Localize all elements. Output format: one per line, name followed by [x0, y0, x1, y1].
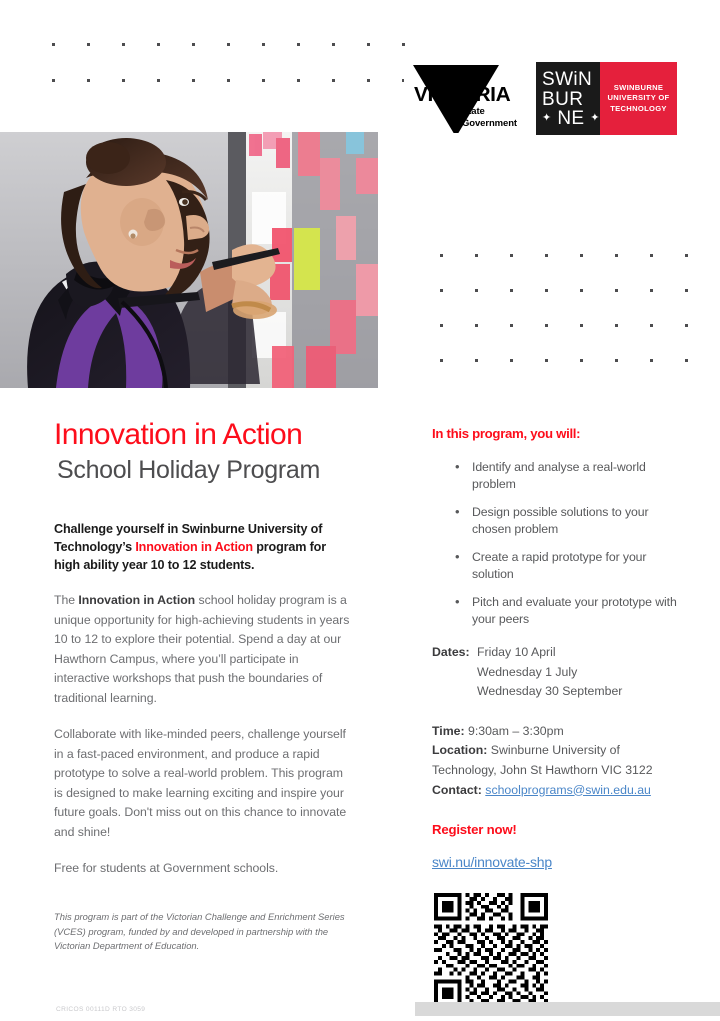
victoria-sublabel	[462, 106, 517, 129]
hero-photo	[0, 132, 378, 388]
swinburne-university-logo	[536, 62, 677, 135]
dot	[440, 289, 443, 292]
list-item-label: Pitch and evaluate your prototype with your peers	[472, 595, 677, 626]
page-subtitle: School Holiday Program	[57, 456, 320, 484]
dot	[615, 324, 618, 327]
list-item-label: Identify and analyse a real-world problem	[472, 460, 646, 491]
dot	[650, 289, 653, 292]
dot	[332, 79, 335, 82]
time-value: 9:30am – 3:30pm	[464, 723, 564, 738]
swinburne-wordmark-line1: SWiN	[542, 69, 593, 90]
qr-code[interactable]	[432, 893, 550, 1007]
contact-row	[432, 781, 684, 801]
victoria-sublabel-line1: State	[462, 106, 485, 117]
time-row	[432, 722, 684, 742]
dot	[580, 254, 583, 257]
dot	[615, 254, 618, 257]
lede-highlight: Innovation in Action	[135, 539, 253, 554]
dot	[650, 359, 653, 362]
swinburne-tagline-line3: TECHNOLOGY	[610, 103, 667, 113]
victoria-sublabel-line2: Government	[462, 117, 517, 129]
dot	[157, 43, 160, 46]
dot	[545, 289, 548, 292]
dot	[262, 43, 265, 46]
dot	[262, 79, 265, 82]
dot	[475, 254, 478, 257]
dot	[157, 79, 160, 82]
dot	[510, 289, 513, 292]
location-value: Swinburne University of Technology, John St Hawthorn VIC 3122	[432, 743, 653, 777]
star-icon: ✦	[542, 112, 552, 124]
dot	[545, 359, 548, 362]
dot	[650, 254, 653, 257]
decorative-dot-grid-top-left	[36, 26, 421, 98]
dot	[367, 43, 370, 46]
location-label: Location:	[432, 743, 488, 758]
dot	[510, 324, 513, 327]
body-paragraph-1-post: school holiday program is a unique opportunity for high-achieving students in years 10 to 12 to explore their potential. Spend a day at our Hawthorn Campus, where you’ll participate in interactive workshops that push the boundaries of traditional learning.	[54, 593, 350, 705]
dot	[192, 43, 195, 46]
list-item	[432, 549, 684, 582]
swinburne-tagline-block	[600, 62, 677, 135]
lede-part1: Challenge yourself in Swinburne University of Technology’s	[54, 522, 323, 554]
body-paragraph-1-pre: The	[54, 593, 79, 608]
dot	[297, 43, 300, 46]
contact-email-link[interactable]: schoolprograms@swin.edu.au	[485, 782, 651, 797]
dot	[650, 324, 653, 327]
list-item	[432, 459, 684, 492]
dot	[440, 324, 443, 327]
dot	[332, 43, 335, 46]
dot	[87, 79, 90, 82]
date-item: Wednesday 1 July	[477, 664, 578, 679]
body-paragraph-2: Collaborate with like-minded peers, challenge yourself in a fast-paced environment, and produce a rapid prototype to solve a real-world problem. This program is designed to make learning exciting and inspire your future goals. Don't miss out on this chance to innovate and shine!	[54, 727, 347, 839]
dot	[227, 79, 230, 82]
body-paragraph-1-bold: Innovation in Action	[78, 593, 196, 608]
hero-illustration	[0, 132, 378, 388]
dot	[402, 43, 405, 46]
lede-paragraph	[54, 521, 354, 574]
swinburne-wordmark-line3-text: NE	[557, 108, 585, 129]
dot	[122, 43, 125, 46]
swinburne-tagline-line1: SWINBURNE	[613, 82, 664, 92]
left-column	[54, 418, 354, 954]
qr-code-image	[432, 893, 550, 1007]
dot	[685, 289, 688, 292]
date-item: Wednesday 30 September	[477, 684, 623, 699]
dot	[227, 43, 230, 46]
lede-part2: program for high ability year 10 to 12 students.	[54, 539, 326, 572]
register-heading: Register now!	[432, 822, 517, 838]
swinburne-tagline	[608, 83, 670, 115]
event-details	[432, 722, 684, 800]
dot	[685, 359, 688, 362]
list-item-label: Create a rapid prototype for your solution	[472, 550, 647, 581]
victoria-wordmark: VICTORIA	[414, 83, 511, 106]
dot	[510, 254, 513, 257]
dot	[440, 254, 443, 257]
date-item: Friday 10 April	[477, 645, 556, 659]
dot	[52, 79, 55, 82]
dot	[615, 359, 618, 362]
right-column	[432, 425, 684, 1007]
victoria-state-government-logo	[404, 62, 527, 133]
time-label: Time:	[432, 723, 465, 738]
star-icon: ✦	[590, 112, 600, 124]
dot	[685, 324, 688, 327]
dot	[580, 289, 583, 292]
dot	[615, 289, 618, 292]
body-paragraph-3: Free for students at Government schools.	[54, 861, 279, 876]
dot	[87, 43, 90, 46]
location-row	[432, 741, 684, 780]
dot	[580, 324, 583, 327]
dates-label: Dates:	[432, 645, 470, 659]
dot	[580, 359, 583, 362]
dates-block	[432, 643, 684, 702]
dates-values	[477, 643, 622, 702]
dot	[440, 359, 443, 362]
swinburne-wordmark	[536, 62, 600, 135]
swinburne-tagline-line2: UNIVERSITY OF	[607, 93, 670, 103]
bullet-icon: •	[455, 459, 460, 474]
dot	[545, 254, 548, 257]
register-link[interactable]: swi.nu/innovate-shp	[432, 854, 552, 871]
list-item-label: Design possible solutions to your chosen problem	[472, 505, 649, 536]
dot	[367, 79, 370, 82]
decorative-dot-grid-right	[424, 238, 704, 378]
dot	[52, 43, 55, 46]
dot	[122, 79, 125, 82]
page-title: Innovation in Action	[54, 418, 303, 451]
dot	[475, 289, 478, 292]
swinburne-wordmark-line3	[542, 109, 600, 129]
dot	[510, 359, 513, 362]
bullet-icon: •	[455, 504, 460, 519]
dot	[192, 79, 195, 82]
swinburne-wordmark-line2: BUR	[542, 88, 584, 110]
bullet-icon: •	[455, 549, 460, 564]
cricos-footer-text: CRICOS 00111D RTO 3059	[56, 1006, 146, 1013]
dot	[475, 359, 478, 362]
program-outcomes-list	[432, 459, 684, 627]
dot	[475, 324, 478, 327]
fineprint-note: This program is part of the Victorian Challenge and Enrichment Series (VCES) program, funded by and developed in partnership with the Victorian Department of Education.	[54, 910, 345, 952]
contact-label: Contact:	[432, 782, 482, 797]
program-outcomes-heading: In this program, you will:	[432, 426, 581, 441]
dot	[297, 79, 300, 82]
body-paragraph-1	[54, 591, 354, 708]
dot	[545, 324, 548, 327]
list-item	[432, 504, 684, 537]
list-item	[432, 594, 684, 627]
bottom-bar	[415, 1002, 720, 1016]
logo-row	[404, 62, 677, 135]
dot	[685, 254, 688, 257]
bullet-icon: •	[455, 594, 460, 609]
